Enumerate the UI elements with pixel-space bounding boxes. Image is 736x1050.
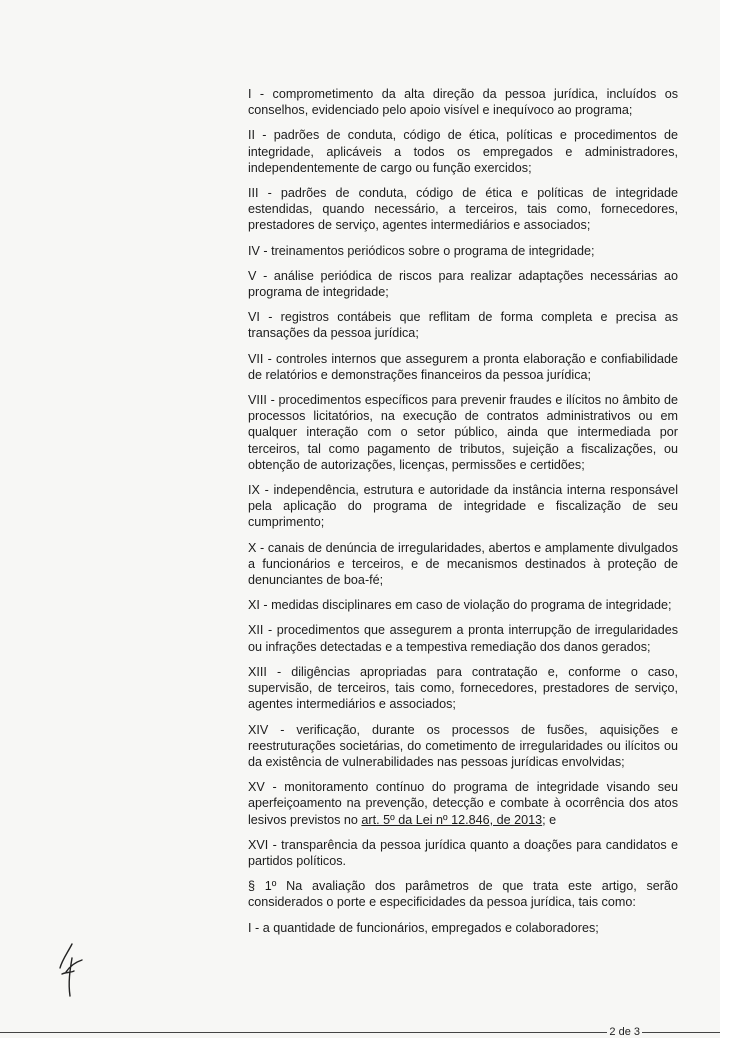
item-xi: XI - medidas disciplinares em caso de violação do programa de integridade; (248, 598, 672, 613)
law-reference-link[interactable]: art. 5º da Lei nº 12.846, de 2013 (361, 812, 543, 827)
item-xv-text: XV - monitoramento contínuo do programa de integridade visando seu aperfeiçoamento na prevenção, detecção e combate à ocorrência dos atos lesivos previstos no (248, 780, 678, 827)
scan-edge-right (720, 0, 736, 1050)
item-v: V - análise periódica de riscos para realizar adaptações necessárias ao programa de integridade; (248, 268, 678, 300)
item-vii: VII - controles internos que assegurem a pronta elaboração e confiabilidade de relatórios e demonstrações financeiros da pessoa jurídica; (248, 351, 678, 382)
item-xiv: XIV - verificação, durante os processos de fusões, aquisições e reestruturações societárias, do cometimento de irregularidades ou ilícitos ou da existência de vulnerabilidades nas pessoas jurídicas envolvidas; (248, 722, 678, 769)
item-xv (248, 779, 678, 828)
document-body (248, 86, 678, 945)
item-viii: VIII - procedimentos específicos para prevenir fraudes e ilícitos no âmbito de processos licitatórios, na execução de contratos administrativos ou em qualquer interação com o setor público, ainda que intermediada por terceiros, tal como pagamento de tributos, sujeição a fiscalizações, ou obtenção de autorizações, licenças, permissões e certidões; (248, 393, 678, 472)
item-ii: II - padrões de conduta, código de ética, políticas e procedimentos de integridade, aplicáveis a todos os empregados e administradores, independentemente de cargo ou função exercidos; (248, 128, 678, 175)
item-i: I - comprometimento da alta direção da pessoa jurídica, incluídos os conselhos, evidenciado pelo apoio visível e inequívoco ao programa; (248, 87, 678, 118)
item-iv: IV - treinamentos periódicos sobre o programa de integridade; (248, 243, 595, 258)
sub-item-i: I - a quantidade de funcionários, empregados e colaboradores; (248, 920, 599, 935)
item-xiii: XIII - diligências apropriadas para contratação e, conforme o caso, supervisão, de terceiros, tais como, fornecedores, prestadores de serviço, agentes intermediários e associados; (248, 664, 678, 712)
signature-mark (52, 938, 92, 998)
item-xvi: XVI - transparência da pessoa jurídica quanto a doações para candidatos e partidos políticos. (248, 837, 678, 868)
item-vi: VI - registros contábeis que reflitam de forma completa e precisa as transações da pessoa jurídica; (248, 310, 678, 341)
page-number: 2 de 3 (609, 1026, 640, 1038)
item-x: X - canais de denúncia de irregularidades, abertos e amplamente divulgados a funcionários e terceiros, e de mecanismos destinados à proteção de denunciantes de boa-fé; (248, 540, 678, 588)
scan-edge-bottom (0, 1038, 736, 1050)
paragraph-1: § 1º Na avaliação dos parâmetros de que trata este artigo, serão considerados o porte e especificidades da pessoa jurídica, tais como: (248, 879, 678, 910)
item-ix: IX - independência, estrutura e autoridade da instância interna responsável pela aplicação do programa de integridade e fiscalização de seu cumprimento; (248, 483, 678, 530)
item-xii: XII - procedimentos que assegurem a pronta interrupção de irregularidades ou infrações detectadas e a tempestiva remediação dos danos gerados; (248, 623, 678, 654)
item-xv-end: ; e (542, 812, 557, 827)
item-iii: III - padrões de conduta, código de ética e políticas de integridade estendidas, quando necessário, a terceiros, tais como, fornecedores, prestadores de serviço, agentes intermediários e associados; (248, 186, 678, 233)
